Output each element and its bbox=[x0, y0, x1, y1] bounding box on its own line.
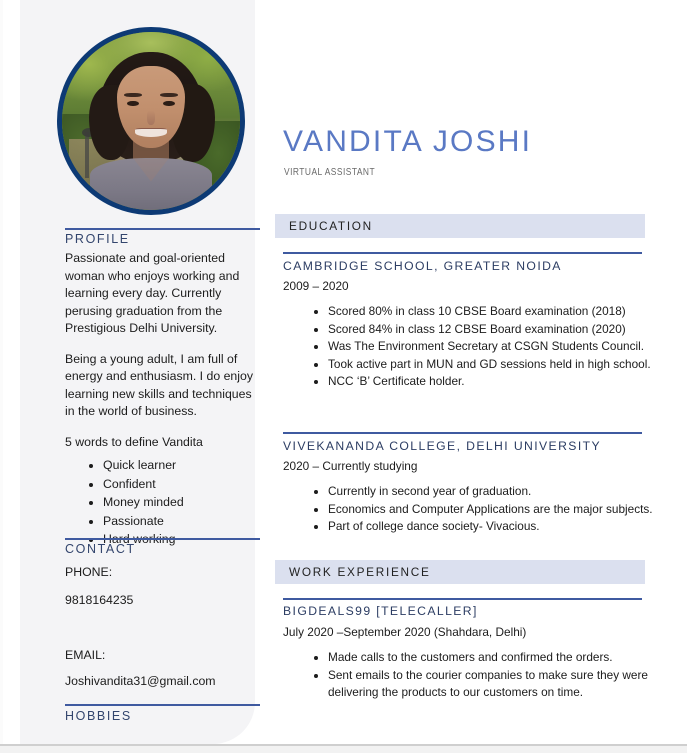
work-entry-0-date: July 2020 –September 2020 (Shahdara, Delhi) bbox=[283, 625, 527, 639]
job-role-subtitle: VIRTUAL ASSISTANT bbox=[284, 166, 376, 178]
work-entry-0-bullets bbox=[283, 649, 687, 702]
list-item: • Money minded bbox=[103, 494, 258, 512]
education-entry-0-title: CAMBRIDGE SCHOOL, GREATER NOIDA bbox=[283, 259, 562, 273]
list-item: • Took active part in MUN and GD sessions held in high school. bbox=[328, 356, 687, 374]
hobbies-heading: HOBBIES bbox=[65, 709, 132, 723]
section-bar-education-label: EDUCATION bbox=[289, 219, 373, 233]
list-item: • NCC ‘B’ Certificate holder. bbox=[328, 373, 687, 391]
phone-value[interactable]: 9818164235 bbox=[65, 593, 134, 607]
profile-photo bbox=[57, 27, 245, 215]
list-item: • Confident bbox=[103, 476, 258, 494]
work-entry-0-divider bbox=[283, 598, 642, 600]
section-bar-education bbox=[275, 214, 645, 238]
education-entry-1-divider bbox=[283, 432, 642, 434]
list-item: • Economics and Computer Applications are the major subjects. bbox=[328, 501, 687, 519]
list-item: • Scored 84% in class 12 CBSE Board examination (2020) bbox=[328, 321, 687, 339]
profile-text bbox=[65, 250, 258, 550]
section-bar-work-experience-label: WORK EXPERIENCE bbox=[289, 565, 431, 579]
profile-paragraph-1: Passionate and goal-oriented woman who enjoys working and learning every day. Currently perusing graduation from the Prestigious Delhi University. bbox=[65, 251, 240, 335]
education-entry-0-date: 2009 – 2020 bbox=[283, 279, 349, 293]
list-item: • Made calls to the customers and confirmed the orders. bbox=[328, 649, 687, 667]
education-entry-0-divider bbox=[283, 252, 642, 254]
contact-heading: CONTACT bbox=[65, 542, 136, 556]
list-item: • Passionate bbox=[103, 513, 258, 531]
page-bottom-strip bbox=[0, 746, 687, 753]
section-bar-work-experience bbox=[275, 560, 645, 584]
list-item: • Part of college dance society- Vivacious. bbox=[328, 518, 687, 536]
page-left-edge bbox=[0, 0, 3, 753]
profile-divider bbox=[65, 228, 260, 230]
profile-paragraph-2: Being a young adult, I am full of energy and enthusiasm. I do enjoy learning new skills and techniques in the world of business. bbox=[65, 351, 253, 418]
list-item: • Scored 80% in class 10 CBSE Board examination (2018) bbox=[328, 303, 687, 321]
list-item: • Quick learner bbox=[103, 457, 258, 475]
main-column bbox=[283, 0, 663, 753]
profile-words-list bbox=[65, 457, 258, 549]
list-item: • Sent emails to the courier companies to make sure they were delivering the products to our customers on time. bbox=[328, 667, 687, 702]
profile-heading: PROFILE bbox=[65, 232, 130, 246]
contact-divider bbox=[65, 538, 260, 540]
profile-photo-image bbox=[62, 32, 240, 210]
education-entry-1-date: 2020 – Currently studying bbox=[283, 459, 418, 473]
phone-label: PHONE: bbox=[65, 565, 113, 579]
list-item: • Was The Environment Secretary at CSGN Students Council. bbox=[328, 338, 687, 356]
list-item: • Currently in second year of graduation. bbox=[328, 483, 687, 501]
sidebar bbox=[20, 0, 255, 744]
education-entry-1-bullets bbox=[283, 483, 687, 536]
profile-words-label: 5 words to define Vandita bbox=[65, 434, 203, 449]
email-label: EMAIL: bbox=[65, 648, 106, 662]
education-entry-0-bullets bbox=[283, 303, 687, 391]
page-title: VANDITA JOSHI bbox=[283, 125, 533, 158]
hobbies-divider bbox=[65, 704, 260, 706]
work-entry-0-title: BIGDEALS99 [TELECALLER] bbox=[283, 604, 478, 618]
email-value[interactable]: Joshivandita31@gmail.com bbox=[65, 674, 216, 688]
education-entry-1-title: VIVEKANANDA COLLEGE, DELHI UNIVERSITY bbox=[283, 439, 601, 453]
